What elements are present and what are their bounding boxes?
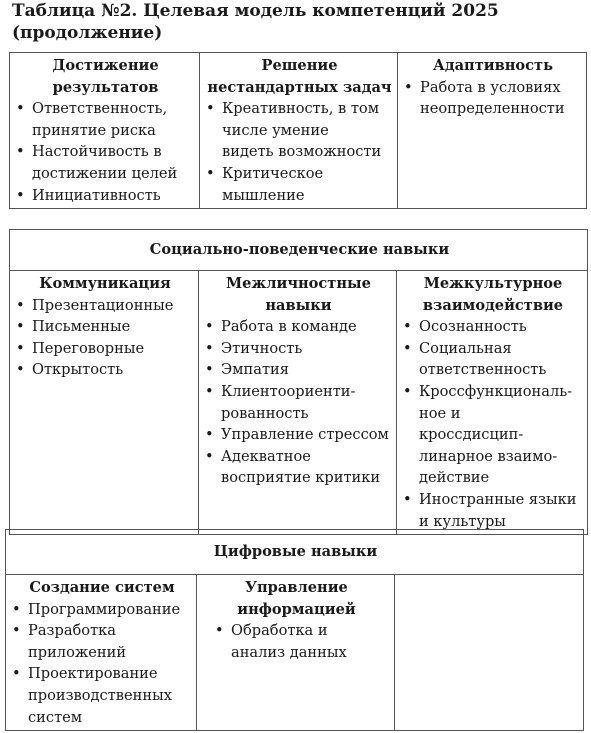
page-title bbox=[12, 0, 587, 44]
column-nonstandard-tasks bbox=[200, 53, 398, 209]
title-line-2: (продолжение) bbox=[12, 23, 163, 43]
list-item: • Обработка и анализ данных bbox=[215, 620, 371, 663]
list-item: • Социальная ответственность bbox=[403, 338, 559, 381]
column-header: Управление информацией bbox=[237, 579, 356, 618]
section-header: Цифровые навыки bbox=[6, 530, 584, 575]
column-communication bbox=[10, 271, 199, 535]
list-item: • Кроссфункциональ-ное и кроссдисцип-линарное взаимо-действие bbox=[403, 381, 569, 489]
column-adaptivity bbox=[398, 53, 587, 209]
list-item: • Критическое мышление bbox=[206, 163, 332, 206]
section-header: Социально-поведенческие навыки bbox=[10, 230, 588, 271]
empty-cell bbox=[395, 575, 584, 731]
list-item: • Эмпатия bbox=[205, 359, 392, 381]
competency-table-1 bbox=[9, 52, 587, 209]
column-intercultural bbox=[397, 271, 588, 535]
bullet-list bbox=[203, 620, 390, 663]
list-item: • Программирование bbox=[12, 599, 192, 621]
list-item: • Инициативность bbox=[16, 185, 195, 207]
bullet-list bbox=[16, 98, 195, 206]
list-item: • Работа в условиях неопределенности bbox=[404, 77, 570, 120]
competency-table-3 bbox=[5, 529, 584, 731]
table-row bbox=[10, 53, 587, 209]
list-item: • Письменные bbox=[16, 316, 194, 338]
list-item: • Иностранные языки и культуры bbox=[403, 489, 579, 532]
column-header: Коммуникация bbox=[39, 275, 171, 292]
column-achievement bbox=[10, 53, 200, 209]
competency-table-2 bbox=[9, 229, 588, 535]
list-item: • Работа в команде bbox=[205, 316, 392, 338]
column-information-management bbox=[197, 575, 395, 731]
title-line-1: Таблица №2. Целевая модель компетенций 2025 bbox=[12, 1, 499, 21]
list-item: • Презентационные bbox=[16, 295, 194, 317]
list-item: • Открытость bbox=[16, 359, 194, 381]
bullet-list bbox=[12, 599, 192, 729]
list-item: • Клиентоориенти-рованность bbox=[205, 381, 357, 424]
table-row bbox=[10, 271, 588, 535]
table-row bbox=[6, 530, 584, 575]
bullet-list bbox=[206, 98, 393, 206]
column-system-creation bbox=[6, 575, 197, 731]
column-header: Межкультурное взаимодействие bbox=[422, 275, 564, 314]
list-item: • Разработка приложений bbox=[12, 620, 128, 663]
bullet-list bbox=[403, 316, 583, 532]
list-item: • Осознанность bbox=[403, 316, 583, 338]
list-item: • Переговорные bbox=[16, 338, 194, 360]
bullet-list bbox=[205, 316, 392, 489]
bullet-list bbox=[404, 77, 582, 120]
list-item: • Креативность, в том числе умение видеть возможности bbox=[206, 98, 382, 163]
list-item: • Этичность bbox=[205, 338, 392, 360]
column-interpersonal bbox=[199, 271, 397, 535]
list-item: • Проектирование производственных систем bbox=[12, 663, 178, 728]
column-header: Межличностные навыки bbox=[226, 275, 371, 314]
table-row bbox=[6, 575, 584, 731]
bullet-list bbox=[16, 295, 194, 381]
column-header: Создание систем bbox=[29, 579, 175, 596]
list-item: • Адекватное восприятие критики bbox=[205, 446, 381, 489]
list-item: • Настойчивость в достижении целей bbox=[16, 141, 196, 184]
list-item: • Управление стрессом bbox=[205, 424, 392, 446]
column-header: Решение нестандартных задач bbox=[207, 57, 392, 96]
column-header: Адаптивность bbox=[432, 57, 553, 74]
list-item: • Ответственность, принятие риска bbox=[16, 98, 170, 141]
table-row bbox=[10, 230, 588, 271]
column-header: Достижение результатов bbox=[52, 57, 159, 96]
